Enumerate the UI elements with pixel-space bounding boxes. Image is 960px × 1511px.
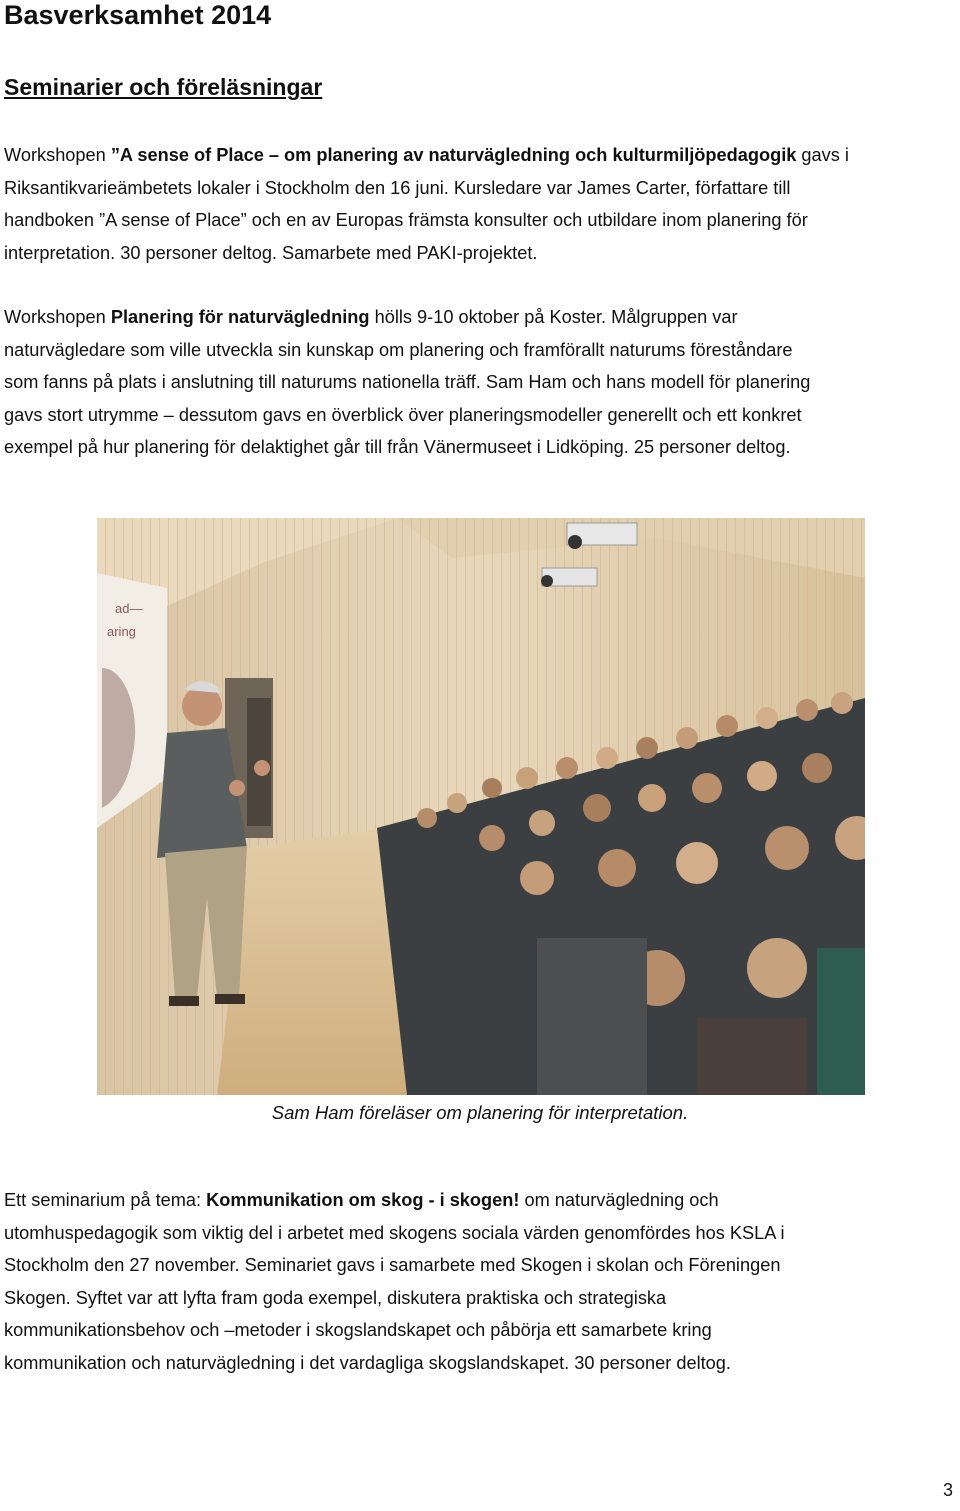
section-heading: Seminarier och föreläsningar: [4, 74, 323, 100]
text-run: Workshopen: [4, 145, 111, 165]
photo-caption: Sam Ham föreläser om planering för interpretation.: [271, 1102, 689, 1123]
bold-text: Kommunikation om skog - i skogen!: [206, 1190, 520, 1210]
text-run: Ett seminarium på tema:: [4, 1190, 207, 1210]
paragraph-line: [4, 139, 958, 172]
paragraph-workshop-sense-of-place: [4, 139, 958, 269]
page-heading: Basverksamhet 2014: [4, 0, 272, 30]
paragraph-line: Skogen. Syftet var att lyfta fram goda exempel, diskutera praktiska och strategiska: [4, 1287, 667, 1308]
paragraph-line: exempel på hur planering för delaktighet går till från Vänermuseet i Lidköping. 25 personer deltog.: [4, 437, 791, 458]
paragraph-line: gavs stort utrymme – dessutom gavs en överblick över planeringsmodeller generellt och ett konkret: [4, 404, 802, 425]
text-run: om naturvägledning och: [519, 1190, 719, 1210]
paragraph-line: naturvägledare som ville utveckla sin kunskap om planering och framförallt naturums föreståndare: [4, 339, 793, 360]
paragraph-seminarium-skog: [4, 1184, 958, 1380]
paragraph-line: kommunikation och naturvägledning i det vardagliga skogslandskapet. 30 personer deltog.: [4, 1352, 731, 1373]
text-run: Workshopen: [4, 307, 111, 327]
slide-text: ad—: [115, 601, 143, 616]
paragraph-line: kommunikationsbehov och –metoder i skogslandskapet och påbörja ett samarbete kring: [4, 1320, 712, 1341]
page-number: 3: [942, 1480, 953, 1500]
bold-text: ”A sense of Place – om planering av naturvägledning och kulturmiljöpedagogik: [110, 145, 797, 165]
paragraph-line: handboken ”A sense of Place” och en av Europas främsta konsulter och utbildare inom planering för: [4, 210, 808, 231]
paragraph-line: [4, 301, 958, 334]
paragraph-line: [4, 1184, 958, 1217]
paragraph-workshop-planering: [4, 301, 958, 464]
paragraph-line: interpretation. 30 personer deltog. Samarbete med PAKI-projektet.: [4, 242, 538, 263]
paragraph-line: utomhuspedagogik som viktig del i arbetet med skogens sociala värden genomfördes hos KSLA i: [4, 1222, 785, 1243]
bold-text: Planering för naturvägledning: [110, 307, 370, 327]
paragraph-line: som fanns på plats i anslutning till naturums nationella träff. Sam Ham och hans modell för planering: [4, 372, 811, 393]
lecture-photo: [97, 518, 865, 1095]
text-run: hölls 9-10 oktober på Koster. Målgruppen var: [369, 307, 738, 327]
slide-text: aring: [107, 624, 136, 639]
text-run: gavs i: [796, 145, 849, 165]
paragraph-line: Stockholm den 27 november. Seminariet gavs i samarbete med Skogen i skolan och Föreningen: [4, 1255, 781, 1276]
paragraph-line: Riksantikvarieämbetets lokaler i Stockholm den 16 juni. Kursledare var James Carter, författare till: [4, 177, 791, 198]
